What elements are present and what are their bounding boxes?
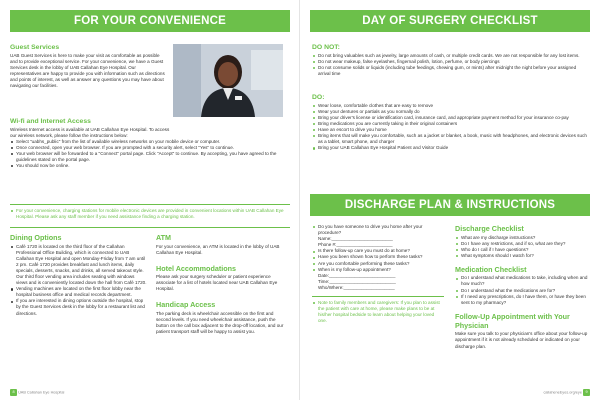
dining-list — [10, 244, 147, 317]
left-footer — [10, 389, 64, 396]
date-field[interactable]: Date:__________________________ — [318, 272, 396, 278]
hotel-title: Hotel Accommodations — [156, 263, 237, 273]
atm-title: ATM — [156, 233, 172, 242]
dining-item: Café 1720 is located on the third floor of the Callahan Professional Office Building, which is connected to UAB Callahan Eye Hospital and open Monday-Friday from 7 am until 2 pm. Café 1720 provides breakfast and lunch items, daily specials, desserts, snacks, and drinks, all served takeout style. Our third floor vending area includes seating with windows views and is conveniently located down the hall from Café 1720. — [10, 244, 147, 287]
dining-item: If you are interested in dining options outside the hospital, stop by the Guest Services desk in the lobby for a restaurant list and directions. — [10, 298, 147, 316]
guest-services-body: UAB Guest Services is here to make your visit as comfortable as possible and to provide exceptional service. For your convenience, we have a Guest Services desk in the lobby of UAB Callahan Eye Hospital. Our representatives are happy to provide you with information such as directions and points of interest, as well as answer any questions you may have about navigating our facilities. — [10, 52, 165, 88]
footer-text: UAB Callahan Eye Hospital — [18, 390, 65, 395]
checklist-item: Who do I call if I have questions? — [455, 247, 588, 253]
medication-checklist-title: Medication Checklist — [455, 264, 527, 274]
right-footer — [544, 389, 590, 396]
wifi-step: Your web browser will be forwarded to a "Connect" portal page. Click "Accept" to continue. By accepting, you have agreed to the guidelines stated on the portal page. — [10, 151, 285, 163]
wifi-section — [10, 118, 285, 169]
do-not-item: Do not bring valuables such as jewelry, large amounts of cash, or multiple credit cards. We are not responsible for any lost items. — [312, 53, 588, 59]
followup-body: Make sure you talk to your physician's office about your follow-up appointment if it is not already scheduled or indicated on your discharge plan. — [455, 331, 588, 349]
handicap-body: The parking deck is wheelchair accessible on the first and second levels. If you need wheelchair assistance, push the button on the call box adjacent to the drop-off location, and our patient transport staff will be happy to assist you. — [156, 310, 284, 335]
medication-checklist — [455, 275, 588, 305]
divider — [312, 296, 444, 297]
phone-label: Phone #: — [318, 242, 337, 248]
do-item: Bring medications you are currently taking in their original containers — [312, 121, 588, 127]
charging-note: For your convenience, charging stations for mobile electronic devices are provided in convenient locations within UAB Callahan Eye Hospital. Please ask any staff member if you need assistance finding a charging station. — [10, 208, 290, 220]
who-where-field[interactable]: Who/Where:____________________ — [318, 284, 395, 290]
name-label: Name: — [318, 236, 332, 242]
do-not-section — [312, 44, 588, 77]
checklist-item: Do I understand what medications to take, including when and how much? — [455, 275, 588, 287]
divider — [10, 227, 290, 228]
time-field[interactable]: Time:__________________________ — [318, 278, 396, 284]
surgery-checklist-banner: DAY OF SURGERY CHECKLIST — [310, 10, 590, 32]
do-not-item: Do not wear makeup, false eyelashes, fingernail polish, lotion, perfume, or body piercings — [312, 59, 588, 65]
name-field[interactable]: Name:________________________ — [318, 236, 393, 242]
wifi-step: You should now be online. — [10, 163, 285, 169]
atm-body: For your convenience, an ATM is located in the lobby of UAB Callahan Eye Hospital. — [156, 243, 280, 255]
checklist-item: What symptoms should I watch for? — [455, 253, 588, 259]
discharge-banner: DISCHARGE PLAN & INSTRUCTIONS — [310, 194, 590, 216]
checklist-item: What are my discharge instructions? — [455, 235, 588, 241]
footer-text: callaheneEyes.org/eye — [543, 390, 582, 395]
do-item: Wear your dentures or partials as you normally do — [312, 109, 588, 115]
wifi-step: Select "uabhs_public" from the list of available wireless networks on your mobile device or computer. — [10, 139, 285, 145]
right-column-services — [156, 233, 288, 335]
checklist-item: If I need any prescriptions, do I have them, or have they been sent to my pharmacy? — [455, 294, 588, 306]
do-list — [312, 103, 588, 152]
staff-photo — [173, 44, 283, 117]
discharge-checklist-title: Discharge Checklist — [455, 224, 524, 233]
hotel-body: Please ask your surgery scheduler or patient experience associate for a list of hotels located near UAB Callahan Eye Hospital. — [156, 274, 278, 292]
do-section — [312, 94, 588, 151]
wifi-step: Once connected, open your web browser. If you are prompted with a security alert, select "Yes" to continue. — [10, 145, 285, 151]
do-not-item: Do not consume solids or liquids (including tube feedings, chewing gum, or mints) after midnight the night before your assigned arrival time — [312, 65, 588, 77]
do-item: Bring your UAB Callahan Eye Hospital Patient and Visitor Guide — [312, 145, 588, 151]
wifi-intro: Wireless Internet access is available at UAB Callahan Eye Hospital. To access our wireless network, please follow the instructions below: — [10, 126, 170, 138]
phone-field[interactable]: Phone #:______________________ — [318, 242, 393, 248]
followup-title: Follow-Up Appointment with Your Physician — [455, 311, 570, 330]
dining-item: Vending machines are located on the first floor lobby near the hospital business office and medical records department. — [10, 286, 147, 298]
guest-services-section — [10, 44, 168, 89]
plan-questions — [312, 224, 444, 236]
plan-question: Is there follow-up care you must do at home? — [312, 248, 444, 254]
do-item: Wear loose, comfortable clothes that are easy to remove — [312, 103, 588, 109]
time-label: Time: — [318, 278, 330, 284]
plan-question: Have you been shown how to perform these tasks? — [312, 254, 444, 260]
dining-title: Dining Options — [10, 233, 62, 242]
plan-question: Do you have someone to drive you home after your procedure? — [312, 224, 444, 236]
plan-question: When is my follow-up appointment? — [312, 267, 444, 273]
do-not-title: DO NOT: — [312, 44, 340, 51]
do-not-list — [312, 53, 588, 77]
caregiver-note: Note to family members and caregivers: If you plan to assist the patient with care at home, please make plans to be at his/her hospital bedside to learn about helping your loved one. — [312, 300, 444, 324]
right-page — [300, 0, 600, 400]
page-number: 9 — [583, 389, 590, 396]
dining-section — [10, 233, 147, 317]
handicap-title: Handicap Access — [156, 300, 216, 310]
discharge-plan-form — [312, 224, 444, 324]
wifi-title: Wi-fi and Internet Access — [10, 118, 91, 125]
date-label: Date: — [318, 272, 329, 278]
do-item: Bring your driver's license or identification card, insurance card, and appropriate payment method for your insurance co-pay — [312, 115, 588, 121]
checklists-column — [455, 224, 588, 350]
do-item: Have an escort to drive you home — [312, 127, 588, 133]
do-title: DO: — [312, 94, 325, 101]
discharge-checklist — [455, 235, 588, 259]
guest-services-title: Guest Services — [10, 44, 60, 51]
page-number: 8 — [10, 389, 17, 396]
do-item: Bring items that will make you comfortable, such as a jacket or blanket, a book, music with headphones, and electronic devices such as a tablet, smart phone, and charger — [312, 133, 588, 145]
checklist-item: Do I have any restrictions, and if so, what are they? — [455, 241, 588, 247]
divider — [10, 204, 290, 205]
checklist-item: Do I understand what the medications are for? — [455, 288, 588, 294]
convenience-banner: FOR YOUR CONVENIENCE — [10, 10, 290, 32]
plan-question: Are you comfortable performing these tasks? — [312, 261, 444, 267]
plan-questions — [312, 248, 444, 272]
charging-note-section — [10, 208, 290, 220]
who-where-label: Who/Where: — [318, 284, 344, 290]
wifi-steps — [10, 139, 285, 169]
